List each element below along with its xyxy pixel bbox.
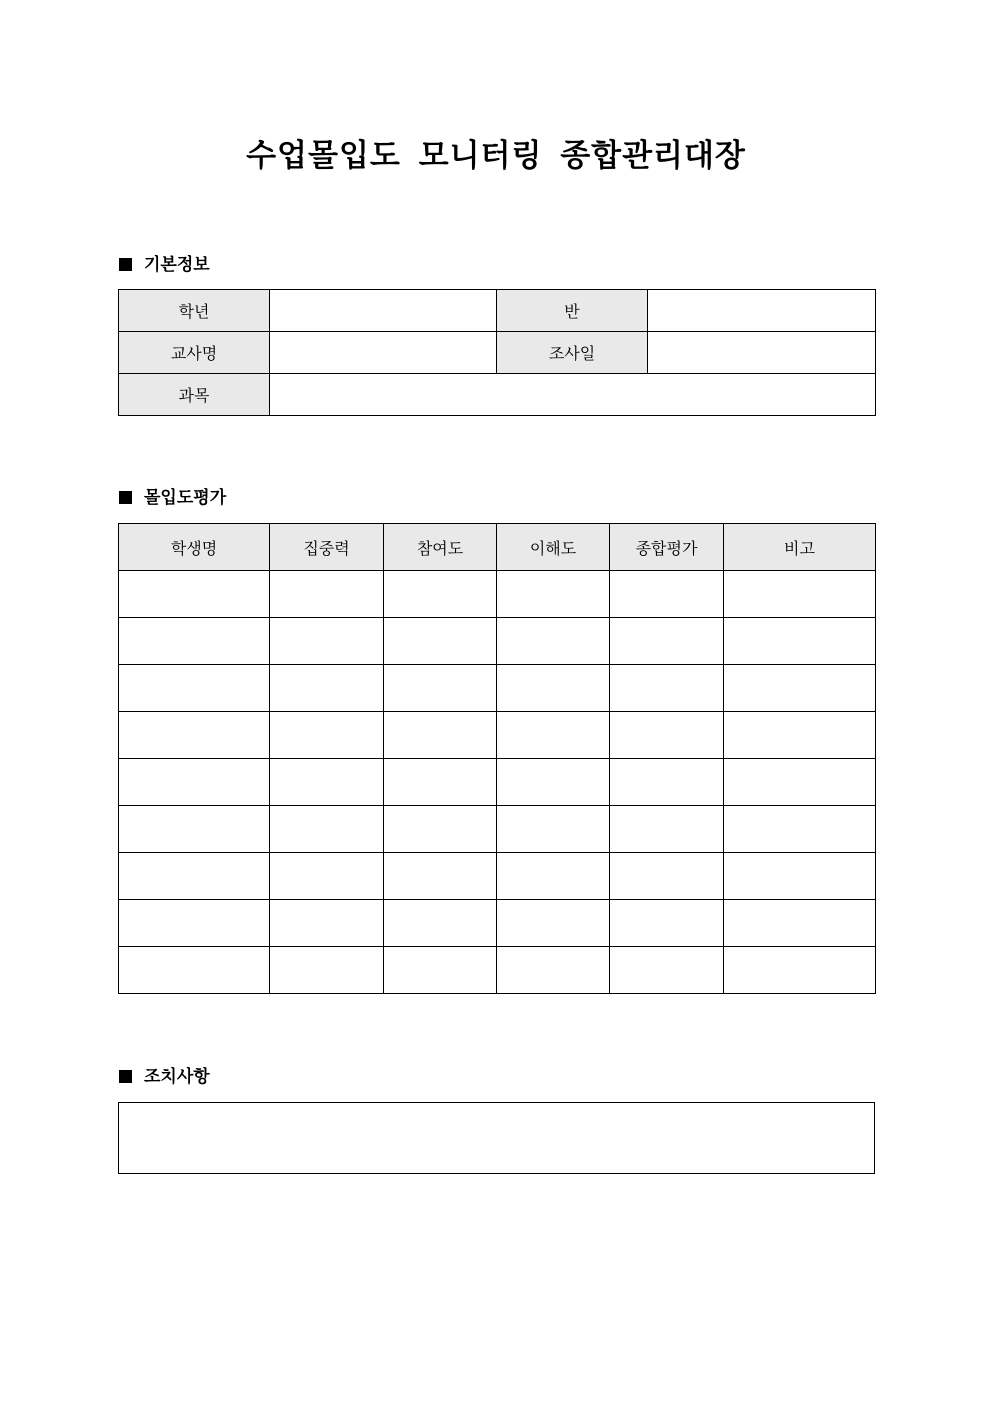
table-row <box>119 665 876 712</box>
overall-evaluation-cell[interactable] <box>610 571 724 618</box>
overall-evaluation-cell[interactable] <box>610 947 724 994</box>
remarks-cell[interactable] <box>724 900 876 947</box>
concentration-cell[interactable] <box>270 618 384 665</box>
participation-cell[interactable] <box>384 618 497 665</box>
class-label: 반 <box>497 290 648 332</box>
concentration-cell[interactable] <box>270 853 384 900</box>
remarks-cell[interactable] <box>724 947 876 994</box>
basic-info-heading-text: 기본정보 <box>144 255 210 275</box>
understanding-cell[interactable] <box>497 665 610 712</box>
understanding-cell[interactable] <box>497 571 610 618</box>
table-row <box>119 374 876 416</box>
column-header-overall-evaluation: 종합평가 <box>610 524 724 571</box>
overall-evaluation-cell[interactable] <box>610 853 724 900</box>
class-field[interactable] <box>648 290 876 332</box>
table-row <box>119 806 876 853</box>
overall-evaluation-cell[interactable] <box>610 665 724 712</box>
participation-cell[interactable] <box>384 665 497 712</box>
subject-field[interactable] <box>270 374 876 416</box>
table-row <box>119 712 876 759</box>
concentration-cell[interactable] <box>270 759 384 806</box>
understanding-cell[interactable] <box>497 712 610 759</box>
square-bullet-icon <box>119 1070 132 1083</box>
participation-cell[interactable] <box>384 759 497 806</box>
teacher-label: 교사명 <box>119 332 270 374</box>
remarks-cell[interactable] <box>724 712 876 759</box>
student-name-cell[interactable] <box>119 618 270 665</box>
column-header-student-name: 학생명 <box>119 524 270 571</box>
square-bullet-icon <box>119 258 132 271</box>
concentration-cell[interactable] <box>270 712 384 759</box>
participation-cell[interactable] <box>384 712 497 759</box>
student-name-cell[interactable] <box>119 759 270 806</box>
student-name-cell[interactable] <box>119 900 270 947</box>
basic-info-heading <box>119 253 210 277</box>
grade-label: 학년 <box>119 290 270 332</box>
understanding-cell[interactable] <box>497 806 610 853</box>
concentration-cell[interactable] <box>270 665 384 712</box>
remarks-cell[interactable] <box>724 618 876 665</box>
concentration-cell[interactable] <box>270 806 384 853</box>
table-row <box>119 947 876 994</box>
participation-cell[interactable] <box>384 806 497 853</box>
basic-info-table <box>118 289 876 416</box>
understanding-cell[interactable] <box>497 759 610 806</box>
understanding-cell[interactable] <box>497 853 610 900</box>
student-name-cell[interactable] <box>119 947 270 994</box>
overall-evaluation-cell[interactable] <box>610 900 724 947</box>
remarks-cell[interactable] <box>724 806 876 853</box>
overall-evaluation-cell[interactable] <box>610 806 724 853</box>
column-header-understanding: 이해도 <box>497 524 610 571</box>
concentration-cell[interactable] <box>270 900 384 947</box>
evaluation-heading-text: 몰입도평가 <box>144 488 227 508</box>
remarks-cell[interactable] <box>724 853 876 900</box>
overall-evaluation-cell[interactable] <box>610 618 724 665</box>
actions-heading <box>119 1065 210 1089</box>
column-header-participation: 참여도 <box>384 524 497 571</box>
understanding-cell[interactable] <box>497 947 610 994</box>
overall-evaluation-cell[interactable] <box>610 712 724 759</box>
teacher-field[interactable] <box>270 332 497 374</box>
student-name-cell[interactable] <box>119 712 270 759</box>
remarks-cell[interactable] <box>724 665 876 712</box>
actions-heading-text: 조치사항 <box>144 1067 210 1087</box>
column-header-concentration: 집중력 <box>270 524 384 571</box>
participation-cell[interactable] <box>384 853 497 900</box>
survey-date-label: 조사일 <box>497 332 648 374</box>
square-bullet-icon <box>119 491 132 504</box>
student-name-cell[interactable] <box>119 571 270 618</box>
table-row <box>119 571 876 618</box>
subject-label: 과목 <box>119 374 270 416</box>
remarks-cell[interactable] <box>724 571 876 618</box>
table-row <box>119 618 876 665</box>
evaluation-header-row <box>119 524 876 571</box>
concentration-cell[interactable] <box>270 571 384 618</box>
grade-field[interactable] <box>270 290 497 332</box>
table-row <box>119 759 876 806</box>
overall-evaluation-cell[interactable] <box>610 759 724 806</box>
student-name-cell[interactable] <box>119 853 270 900</box>
table-row <box>119 853 876 900</box>
actions-field[interactable] <box>118 1102 875 1174</box>
page-title: 수업몰입도 모니터링 종합관리대장 <box>246 138 746 174</box>
survey-date-field[interactable] <box>648 332 876 374</box>
participation-cell[interactable] <box>384 571 497 618</box>
evaluation-heading <box>119 486 226 510</box>
concentration-cell[interactable] <box>270 947 384 994</box>
table-row <box>119 900 876 947</box>
remarks-cell[interactable] <box>724 759 876 806</box>
participation-cell[interactable] <box>384 900 497 947</box>
table-row <box>119 332 876 374</box>
student-name-cell[interactable] <box>119 806 270 853</box>
understanding-cell[interactable] <box>497 900 610 947</box>
student-name-cell[interactable] <box>119 665 270 712</box>
table-row <box>119 290 876 332</box>
evaluation-table <box>118 523 876 994</box>
understanding-cell[interactable] <box>497 618 610 665</box>
participation-cell[interactable] <box>384 947 497 994</box>
column-header-remarks: 비고 <box>724 524 876 571</box>
